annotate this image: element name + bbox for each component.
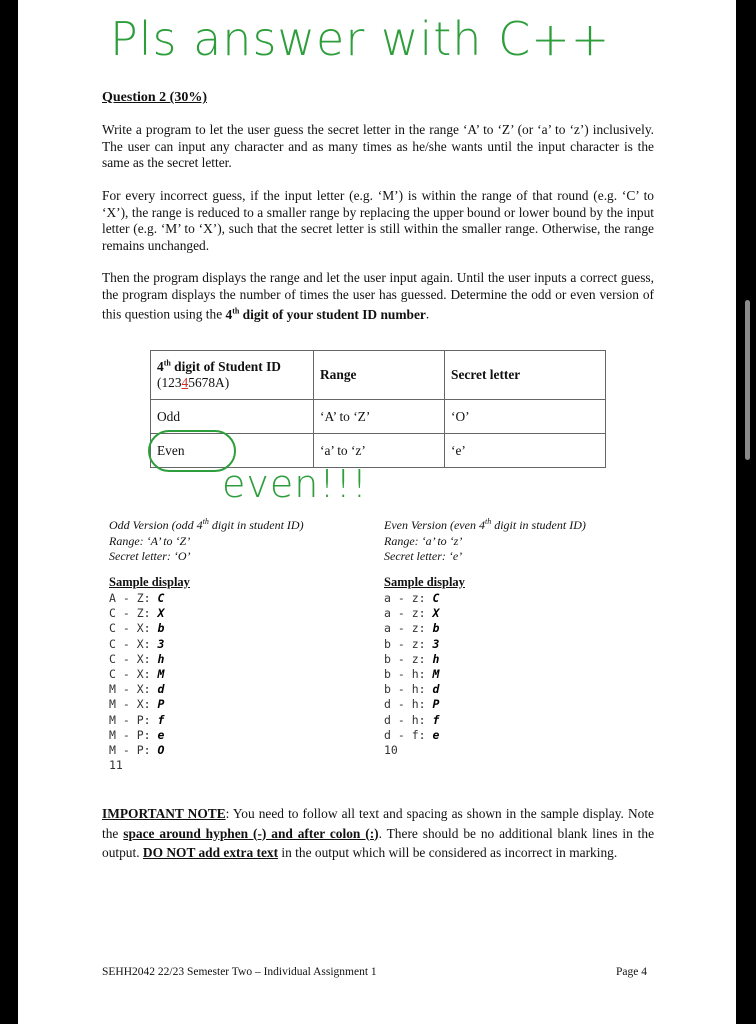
sample-line: a - z: C	[384, 591, 440, 605]
table-row	[151, 400, 606, 434]
sample-line: C - X: 3	[109, 636, 165, 651]
row-odd-digit: Odd	[151, 400, 314, 434]
paragraph-range-rule: For every incorrect guess, if the input letter (e.g. ‘M’) is within the range of that round (e.g. ‘C’ to ‘X’), the range is reduced to a smaller range by replacing the upper bound or lower bound by the input letter (e.g. ‘M’ to ‘X’), such that the secret letter is still within the smaller range. Otherwise, the range remains unchanged.	[102, 188, 654, 253]
sample-line: a - z: b	[384, 621, 440, 636]
row-odd-range: ‘A’ to ‘Z’	[314, 400, 445, 434]
sample-line: d - f: e	[384, 727, 440, 742]
sample-line: M - P: e	[109, 727, 165, 742]
sample-line: b - h: M	[384, 667, 440, 682]
sample-line: M - P: O	[109, 743, 165, 758]
header-digit: 4th digit of Student ID (12345678A)	[151, 351, 314, 400]
sample-line: C - X: M	[109, 667, 165, 682]
footer-page-number: Page 4	[616, 966, 647, 978]
even-version-info: Even Version (even 4th digit in student ID) Range: ‘a’ to ‘z’ Secret letter: ‘e’	[384, 517, 586, 563]
sample-line: b - z: 3	[384, 636, 440, 651]
paragraph-intro: Write a program to let the user guess the secret letter in the range ‘A’ to ‘Z’ (or ‘a’ to ‘z’) inclusively. The user can input any character and as many times as he/she wants until the input character is the same as the secret letter.	[102, 122, 654, 171]
row-even-range: ‘a’ to ‘z’	[314, 434, 445, 468]
sample-line: b - h: d	[384, 682, 440, 697]
sample-line: C - X: b	[109, 621, 165, 636]
sample-line: a - z: X	[384, 606, 440, 621]
sample-line: M - X: d	[109, 682, 165, 697]
table-header-row	[151, 351, 606, 400]
even-sample-lines	[384, 591, 465, 743]
odd-sample-title: Sample display	[109, 575, 190, 589]
sample-line: b - z: h	[384, 651, 440, 666]
sample-line: d - h: f	[384, 712, 440, 727]
paragraph-display-rule: Then the program displays the range and let the user input again. Until the user inputs a correct guess, the program displays the number of times the user has guessed. Determine the odd or even version of this question using the 4th digit of your student ID number.	[102, 270, 654, 322]
important-note: IMPORTANT NOTE: You need to follow all text and spacing as shown in the sample display. Note the space around hyphen (-) and after colon (:). There should be no additional blank lines in the output. DO NOT add extra text in the output which will be considered as incorrect in marking.	[102, 806, 655, 860]
odd-sample-display	[109, 575, 190, 773]
header-secret: Secret letter	[445, 351, 606, 400]
even-sample-display	[384, 575, 465, 758]
sample-line: M - X: P	[109, 697, 165, 712]
handwritten-note-top: Pls answer with C++	[110, 12, 611, 66]
row-even-digit: Even	[151, 434, 314, 468]
sample-line: C - X: h	[109, 651, 165, 666]
odd-sample-count: 11	[109, 758, 123, 773]
odd-sample-lines	[109, 591, 190, 758]
sample-line: A - Z: C	[109, 591, 165, 605]
header-range: Range	[314, 351, 445, 400]
handwritten-note-even: even!!!	[222, 462, 369, 506]
scrollbar[interactable]	[745, 300, 750, 460]
sample-line: d - h: P	[384, 697, 440, 712]
even-sample-count: 10	[384, 743, 398, 758]
row-even-letter: ‘e’	[445, 434, 606, 468]
question-title: Question 2 (30%)	[102, 90, 207, 105]
row-odd-letter: ‘O’	[445, 400, 606, 434]
sample-line: M - P: f	[109, 712, 165, 727]
sample-line: C - Z: X	[109, 606, 165, 621]
odd-version-info: Odd Version (odd 4th digit in student ID) Range: ‘A’ to ‘Z’ Secret letter: ‘O’	[109, 517, 304, 563]
highlighted-digit: 4	[181, 375, 189, 391]
footer-course: SEHH2042 22/23 Semester Two – Individual Assignment 1	[102, 966, 377, 978]
even-sample-title: Sample display	[384, 575, 465, 589]
